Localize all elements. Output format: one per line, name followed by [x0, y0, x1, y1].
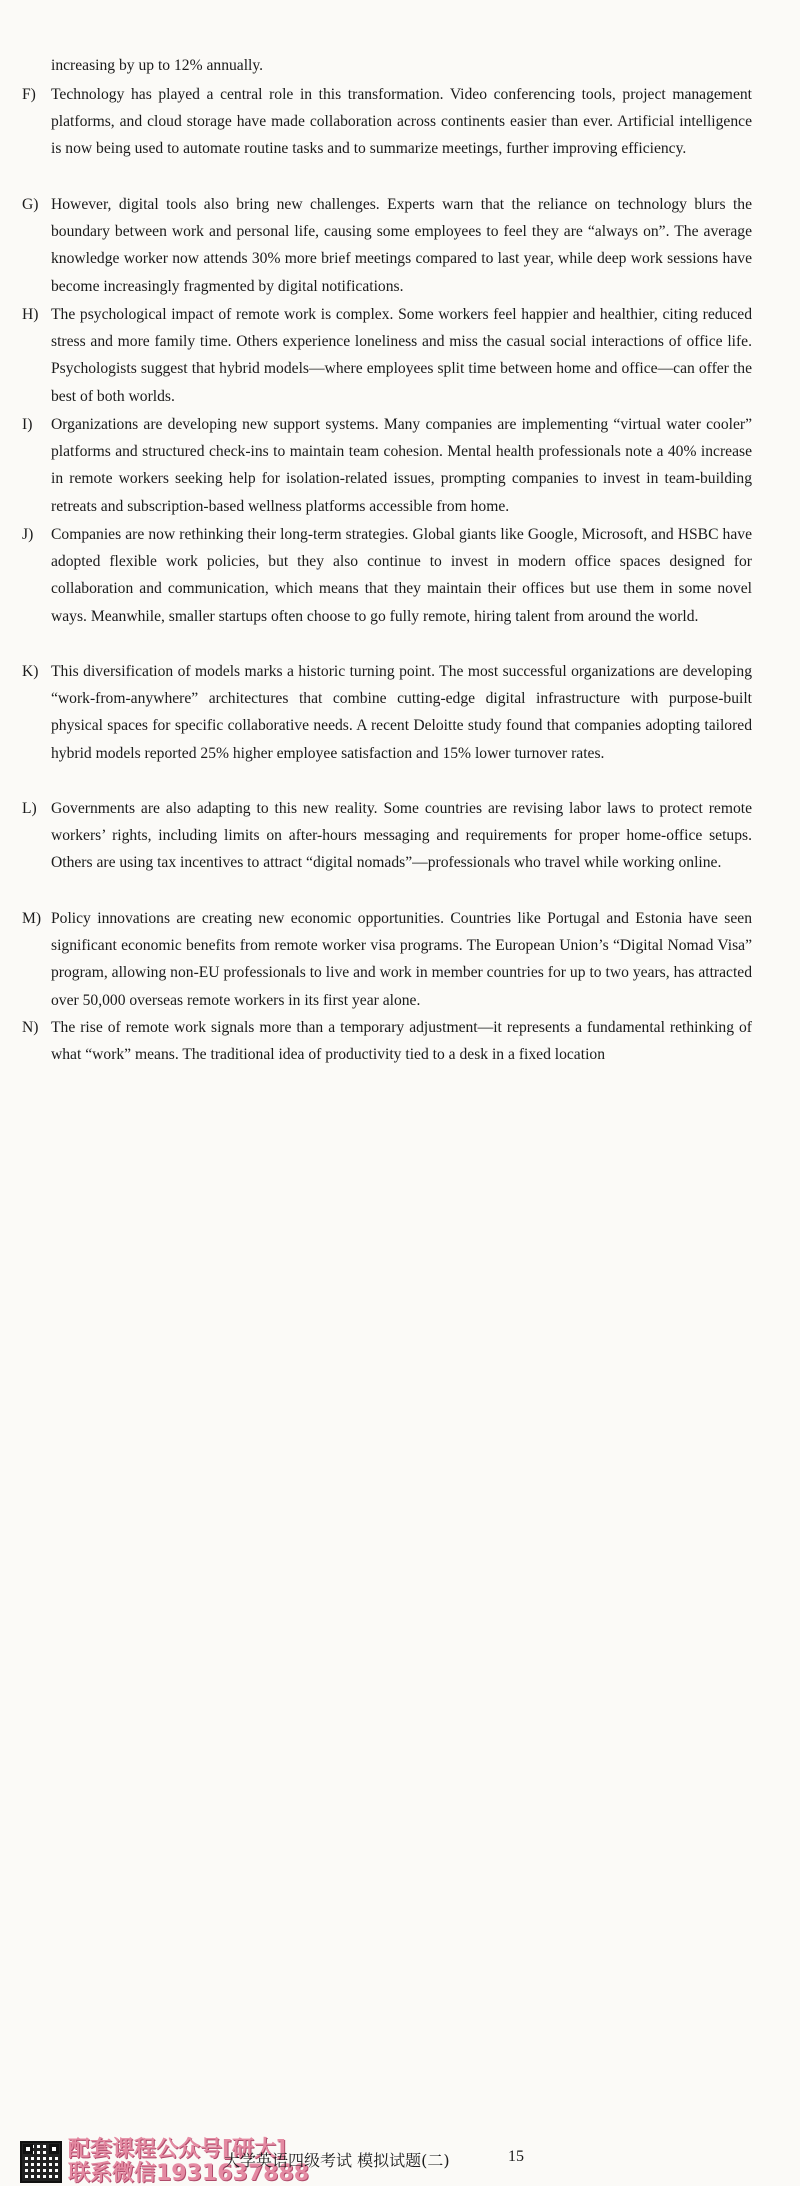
paragraph-text: However, digital tools also bring new challenges. Experts warn that the reliance on technology blurs the boundary between work and personal life, causing some employees to feel they are “always on”. The average knowledge worker now attends 30% more brief meetings compared to last year, while deep work sessions have become increasingly fragmented by digital notifications. [51, 196, 752, 295]
paragraph-letter: I) [22, 416, 33, 433]
paragraph-text: Policy innovations are creating new economic opportunities. Countries like Portugal and Estonia have seen significant economic benefits from remote worker visa programs. The European Union’s “Digital Nomad Visa” program, allowing non-EU professionals to live and work in member countries for up to two years, has attracted over 50,000 overseas remote workers in its first year alone. [51, 910, 752, 1009]
paragraph-i [22, 411, 752, 520]
paragraph-text: Organizations are developing new support systems. Many companies are implementing “virtual water cooler” platforms and structured check-ins to maintain team cohesion. Mental health professionals note a 40% increase in remote workers seeking help for isolation-related issues, prompting companies to invest in team-building retreats and subscription-based wellness platforms accessible from home. [51, 416, 752, 515]
page-footer [0, 1068, 800, 2186]
paragraph-letter: J) [22, 526, 34, 543]
paragraph-m [22, 905, 752, 1014]
paragraph-letter: F) [22, 86, 36, 103]
page-number: 15 [508, 2148, 524, 2165]
paragraph-letter: M) [22, 910, 42, 927]
paragraph-l [22, 795, 752, 877]
watermark-line-1: 配套课程公众号[研大] [68, 2137, 287, 2162]
paragraph-h [22, 301, 752, 410]
paragraph-text: The psychological impact of remote work is complex. Some workers feel happier and healthier, citing reduced stress and more family time. Others experience loneliness and miss the casual social interactions of office life. Psychologists suggest that hybrid models—where employees split time between home and office—can offer the best of both worlds. [51, 306, 752, 405]
paragraph-f [22, 81, 752, 163]
lead-line: increasing by up to 12% annually. [51, 57, 264, 74]
paragraph-k [22, 658, 752, 767]
running-title: 大学英语四级考试 模拟试题(二) [224, 2151, 450, 2170]
paragraph-letter: L) [22, 800, 37, 817]
paragraph-text: Companies are now rethinking their long-term strategies. Global giants like Google, Microsoft, and HSBC have adopted flexible work policies, but they also continue to invest in modern office spaces designed for collaboration and communication, which means that they maintain their offices but use them in some novel ways. Meanwhile, smaller startups often choose to go fully remote, hiring talent from around the world. [51, 526, 752, 625]
paragraph-letter: G) [22, 196, 39, 213]
paragraph-g [22, 191, 752, 300]
paragraph-letter: K) [22, 663, 39, 680]
watermark-line-2: 联系微信1931637888 [68, 2161, 310, 2186]
paragraph-text: Technology has played a central role in this transformation. Video conferencing tools, project management platforms, and cloud storage have made collaboration across continents easier than ever. Artificial intelligence is now being used to automate routine tasks and to summarize meetings, further improving efficiency. [51, 86, 752, 158]
paragraph-text: Governments are also adapting to this new reality. Some countries are revising labor laws to protect remote workers’ rights, including limits on after-hours messaging and requirements for proper home-office setups. Others are using tax incentives to attract “digital nomads”—professionals who travel while working online. [51, 800, 752, 872]
paragraph-letter: N) [22, 1019, 39, 1036]
paragraph-letter: H) [22, 306, 39, 323]
paragraph-text: This diversification of models marks a historic turning point. The most successful organizations are developing “work-from-anywhere” architectures that combine cutting-edge digital infrastructure with purpose-built physical spaces for specific collaborative needs. A recent Deloitte study found that companies adopting tailored hybrid models reported 25% higher employee satisfaction and 15% lower turnover rates. [51, 663, 752, 762]
paragraph-j [22, 521, 752, 630]
qr-code-icon [20, 2141, 62, 2183]
paragraph-n [22, 1014, 752, 1068]
paragraph-text: The rise of remote work signals more than a temporary adjustment—it represents a fundamental rethinking of what “work” means. The traditional idea of productivity tied to a desk in a fixed location [51, 1019, 752, 1064]
